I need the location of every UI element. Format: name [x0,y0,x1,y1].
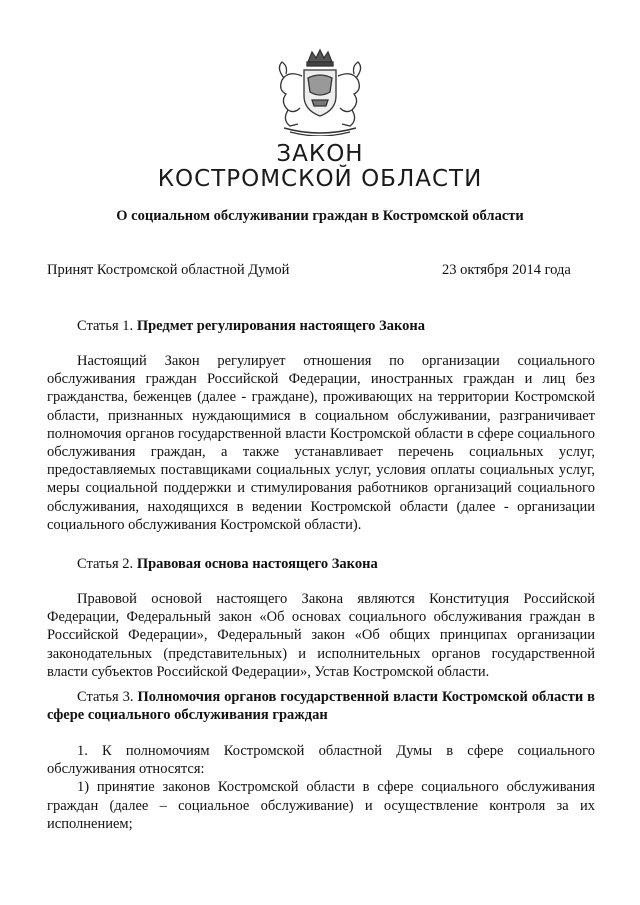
article-3-paragraph-2: 1) принятие законов Костромской области в сфере социального обслуживания граждан (далее – социальное обслуживание) и осуществление контроля за их исполнением; [47,779,595,832]
article-2-heading [77,556,378,573]
article-3-heading [47,688,595,724]
adopted-date: 23 октября 2014 года [442,262,571,278]
article-2-body [47,590,595,681]
adopted-by: Принят Костромской областной Думой [47,262,290,278]
law-title: ЗАКОН [276,141,364,167]
article-2-prefix: Статья 2. [77,556,137,572]
article-3-prefix: Статья 3. [77,689,138,705]
article-1-body [47,352,595,534]
coat-of-arms-emblem [260,48,380,136]
law-subtitle: О социальном обслуживании граждан в Костромской области [116,208,524,224]
article-3-paragraph-1: 1. К полномочиям Костромской областной Думы в сфере социального обслуживания относятся: [47,743,595,778]
article-3-body [47,742,595,833]
article-1-paragraph: Настоящий Закон регулирует отношения по организации социального обслуживания граждан Российской Федерации, иностранных граждан и лиц без гражданства, беженцев (далее - граждане), проживающих на территории Костромской области, признанных нуждающимися в социальном обслуживании, разграничивает полномочия органов государственной власти Костромской области в сфере социального обслуживания граждан, а также устанавливает перечень социальных услуг, предоставляемых поставщиками социальных услуг, условия оплаты социальных услуг, меры социальной поддержки и стимулирования работников организаций социального обслуживания, находящихся в ведении Костромской области (далее - организации социального обслуживания Костромской области). [47,353,595,533]
article-1-heading [77,318,425,335]
article-3-title: Полномочия органов государственной власти Костромской области в сфере социального обслуживания граждан [47,689,595,724]
region-title: КОСТРОМСКОЙ ОБЛАСТИ [157,166,483,192]
article-2-paragraph: Правовой основой настоящего Закона являются Конституция Российской Федерации, Федеральный закон «Об основах социального обслуживания граждан в Российской Федерации», Федеральный закон «Об общих принципах организации законодательных (представительных) и исполнительных органов государственной власти субъектов Российской Федерации», Устав Костромской области. [47,591,595,680]
article-1-prefix: Статья 1. [77,318,137,334]
article-1-title: Предмет регулирования настоящего Закона [136,318,425,334]
article-2-title: Правовая основа настоящего Закона [136,556,378,572]
